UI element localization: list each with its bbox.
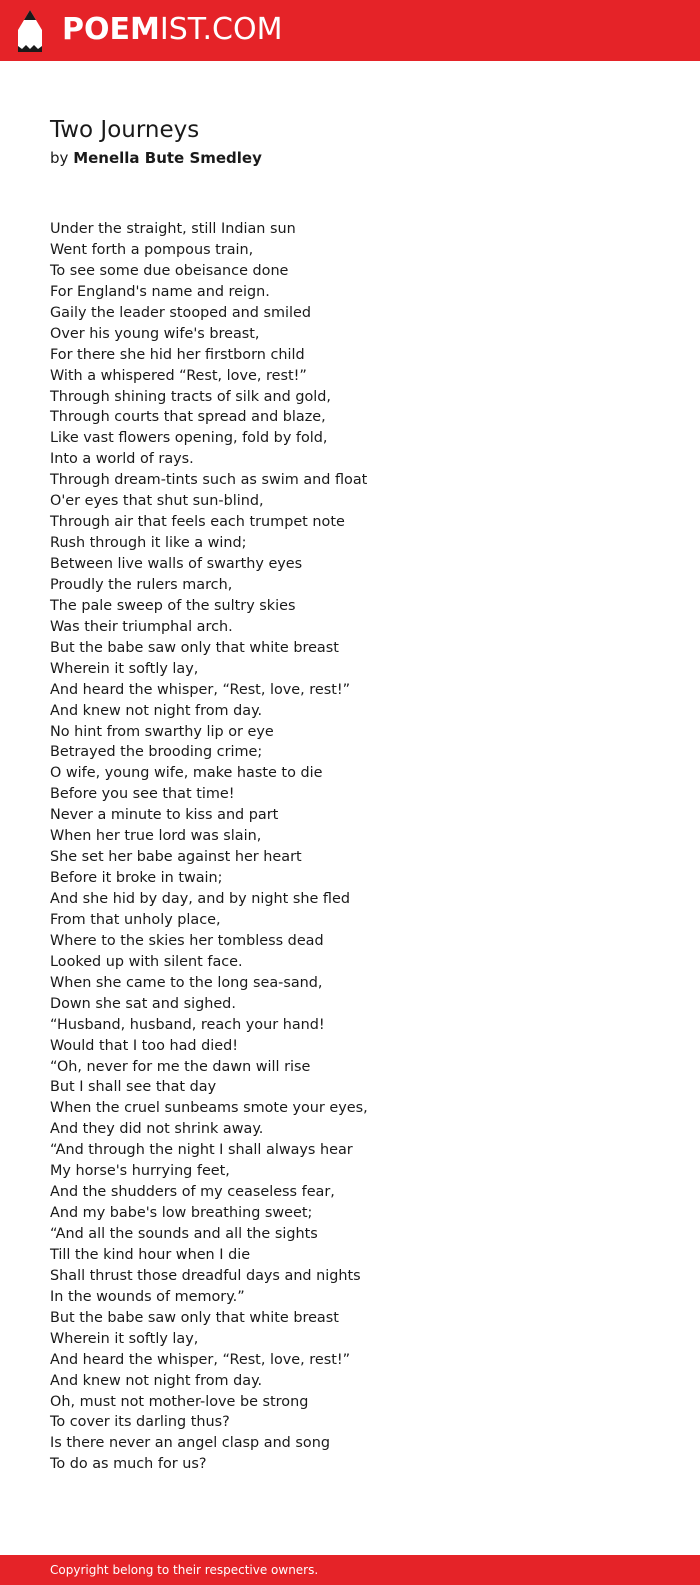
byline (50, 148, 262, 168)
poem-line: To cover its darling thus? (50, 1414, 230, 1431)
poem-line: Wherein it softly lay, (50, 1330, 199, 1347)
poem-line: The pale sweep of the sultry skies (50, 597, 296, 614)
poem-line: And the shudders of my ceaseless fear, (50, 1184, 335, 1201)
site-logo[interactable] (62, 13, 282, 47)
poem-line: Before you see that time! (50, 786, 235, 803)
site-footer (0, 1555, 700, 1585)
poem-line: But the babe saw only that white breast (50, 639, 339, 656)
poem-line: Between live walls of swarthy eyes (50, 556, 303, 572)
poem-line: Shall thrust those dreadful days and nights (50, 1267, 361, 1284)
poem-line: Into a world of rays. (50, 451, 194, 468)
poem-line: Would that I too had died! (50, 1037, 238, 1054)
poem-line: Rush through it like a wind; (50, 535, 247, 552)
poem-line: O'er eyes that shut sun-blind, (50, 493, 264, 510)
poem-line: Where to the skies her tombless dead (50, 932, 324, 949)
poem-line: “Husband, husband, reach your hand! (50, 1016, 325, 1033)
poem-line: When the cruel sunbeams smote your eyes, (50, 1100, 368, 1117)
logo-bold-text: POEM (62, 12, 160, 47)
poem-line: For there she hid her firstborn child (50, 346, 305, 363)
pencil-icon[interactable] (18, 10, 42, 52)
poem-line: Gaily the leader stooped and smiled (50, 304, 311, 321)
logo-light-text: IST.COM (159, 12, 283, 47)
poem-line: My horse's hurrying feet, (50, 1163, 230, 1180)
poem-line: Was their triumphal arch. (50, 618, 233, 635)
poem-line: Through courts that spread and blaze, (50, 409, 326, 426)
poem-line: For England's name and reign. (50, 283, 270, 300)
author-name: Menella Bute Smedley (73, 149, 262, 167)
poem-line: Like vast flowers opening, fold by fold, (50, 430, 328, 447)
poem-body (50, 219, 368, 1475)
poem-line: “And all the sounds and all the sights (50, 1226, 318, 1242)
poem-line: With a whispered “Rest, love, rest!” (50, 367, 307, 384)
poem-line: And knew not night from day. (50, 702, 263, 719)
poem-line: Proudly the rulers march, (50, 576, 233, 593)
poem-line: Before it broke in twain; (50, 870, 223, 887)
poem-line: O wife, young wife, make haste to die (50, 765, 323, 782)
poem-line: In the wounds of memory.” (50, 1288, 245, 1305)
poem-line: Under the straight, still Indian sun (50, 221, 296, 237)
poem-line: No hint from swarthy lip or eye (50, 723, 274, 740)
poem-line: Through dream-tints such as swim and float (50, 472, 368, 489)
poem-line: But the babe saw only that white breast (50, 1309, 339, 1326)
poem-line: Is there never an angel clasp and song (50, 1435, 330, 1452)
poem-title: Two Journeys (50, 117, 200, 143)
poem-line: Never a minute to kiss and part (50, 807, 279, 824)
poem-line: And she hid by day, and by night she fled (50, 891, 350, 907)
poem-line: She set her babe against her heart (50, 849, 302, 866)
poem-line: Down she sat and sighed. (50, 995, 236, 1012)
poem-line: Wherein it softly lay, (50, 660, 199, 677)
poem-line: To see some due obeisance done (50, 262, 289, 279)
poem-line: “And through the night I shall always hear (50, 1142, 353, 1159)
poem-line: “Oh, never for me the dawn will rise (50, 1058, 311, 1075)
poem-line: To do as much for us? (50, 1456, 207, 1473)
poem-line: And my babe's low breathing sweet; (50, 1205, 313, 1222)
poem-line: Till the kind hour when I die (50, 1246, 251, 1263)
site-header (0, 0, 700, 61)
poem-line: Betrayed the brooding crime; (50, 744, 263, 761)
poem-line: But I shall see that day (50, 1079, 217, 1096)
poem-line: From that unholy place, (50, 911, 221, 928)
copyright-text: Copyright belong to their respective owners. (50, 1563, 319, 1577)
poem-line: And heard the whisper, “Rest, love, rest!” (50, 681, 351, 698)
poem-line: And knew not night from day. (50, 1372, 263, 1389)
poem-line: And heard the whisper, “Rest, love, rest!” (50, 1351, 351, 1368)
poem-line: Went forth a pompous train, (50, 241, 254, 258)
poem-line: Oh, must not mother-love be strong (50, 1393, 309, 1410)
poem-line: When her true lord was slain, (50, 828, 262, 845)
poem-line: When she came to the long sea-sand, (50, 974, 323, 991)
poem-line: Through air that feels each trumpet note (50, 514, 345, 531)
poem-line: Through shining tracts of silk and gold, (50, 388, 331, 405)
poem-line: Looked up with silent face. (50, 953, 243, 970)
poem-line: Over his young wife's breast, (50, 325, 260, 342)
by-label: by (50, 149, 69, 167)
poem-line: And they did not shrink away. (50, 1121, 264, 1138)
